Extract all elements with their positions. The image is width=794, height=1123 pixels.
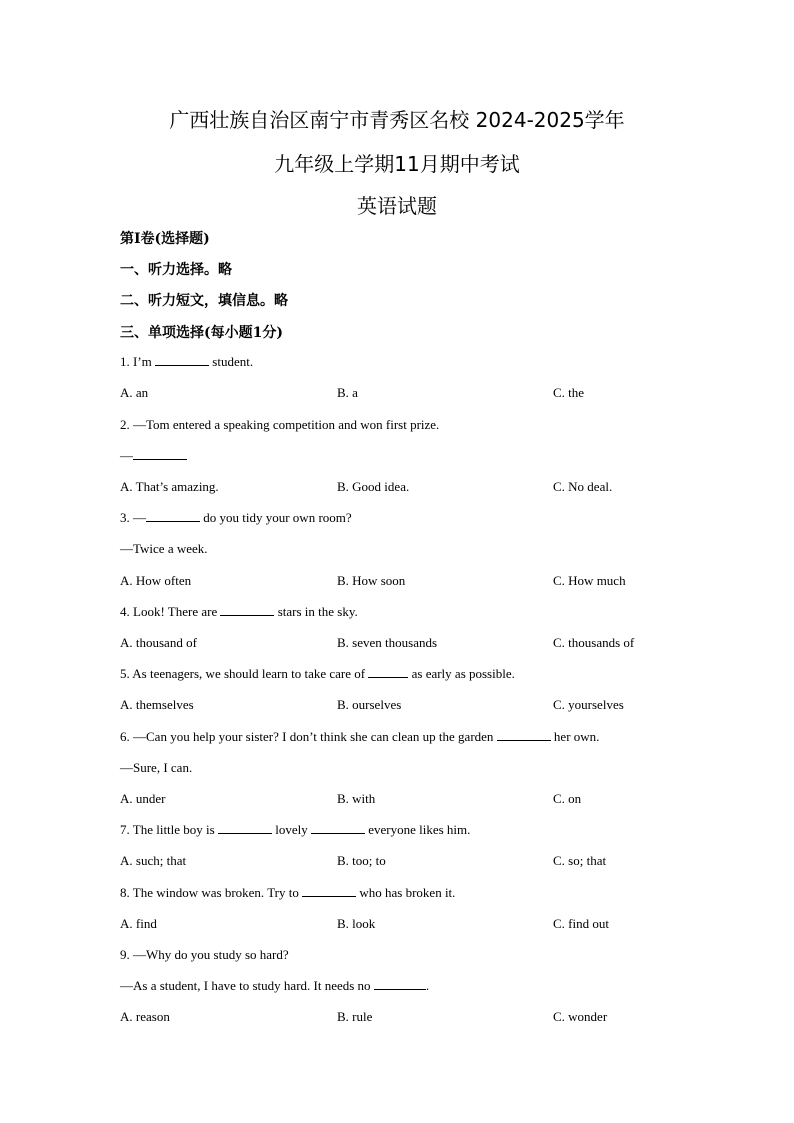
- option-b: B. look: [337, 916, 376, 931]
- option-c: C. wonder: [553, 1009, 608, 1024]
- answer-blank: [302, 885, 356, 897]
- answer-blank: [155, 354, 209, 366]
- question-text: 7. The little boy is: [120, 822, 218, 837]
- doc-title-line3: 英语试题: [357, 194, 437, 218]
- doc-title-line2: 九年级上学期11月期中考试: [274, 152, 520, 176]
- question-1: [120, 354, 253, 370]
- answer-blank: [146, 510, 200, 522]
- option-b: B. ourselves: [337, 697, 402, 712]
- question-text: do you tidy your own room?: [200, 510, 352, 525]
- option-c: C. so; that: [553, 853, 607, 868]
- option-a: A. How often: [120, 573, 192, 588]
- question-9-reply: [120, 978, 429, 994]
- question-6-reply: —Sure, I can.: [120, 760, 193, 775]
- question-7: [120, 822, 470, 838]
- question-8: [120, 885, 455, 901]
- question-text: 3. —: [120, 510, 146, 525]
- answer-blank: [497, 729, 551, 741]
- option-b: B. rule: [337, 1009, 373, 1024]
- question-3: [120, 510, 352, 526]
- question-3-reply: —Twice a week.: [120, 541, 208, 556]
- reply-text: —As a student, I have to study hard. It needs no: [120, 978, 374, 993]
- option-a: A. That’s amazing.: [120, 479, 219, 494]
- option-b: B. with: [337, 791, 376, 806]
- question-2: 2. —Tom entered a speaking competition and won first prize.: [120, 417, 440, 432]
- option-c: C. on: [553, 791, 582, 806]
- option-b: B. too; to: [337, 853, 386, 868]
- question-9: 9. —Why do you study so hard?: [120, 947, 289, 962]
- reply-text: .: [425, 978, 430, 993]
- option-b: B. a: [337, 385, 358, 400]
- option-a: A. an: [120, 385, 149, 400]
- question-5: [120, 666, 515, 682]
- section-heading-1: 一、听力选择。略: [120, 262, 232, 278]
- option-a: A. under: [120, 791, 166, 806]
- option-c: C. How much: [553, 573, 626, 588]
- question-text: who has broken it.: [356, 885, 456, 900]
- question-4: [120, 604, 358, 620]
- option-b: B. seven thousands: [337, 635, 438, 650]
- question-text: lovely: [271, 822, 311, 837]
- question-text: everyone likes him.: [364, 822, 471, 837]
- question-text: 6. —Can you help your sister? I don’t think she can clean up the garden: [120, 729, 497, 744]
- option-a: A. reason: [120, 1009, 170, 1024]
- question-2-reply: [120, 448, 187, 464]
- option-c: C. thousands of: [553, 635, 635, 650]
- option-c: C. find out: [553, 916, 609, 931]
- answer-blank: [311, 822, 365, 834]
- question-text: her own.: [550, 729, 600, 744]
- section-heading-3: 三、单项选择(每小题1分): [120, 325, 283, 341]
- option-a: A. thousand of: [120, 635, 197, 650]
- question-text: stars in the sky.: [274, 604, 358, 619]
- answer-blank: [133, 448, 187, 460]
- answer-blank: [368, 666, 408, 678]
- answer-blank: [374, 978, 426, 990]
- answer-blank: [220, 604, 274, 616]
- option-a: A. find: [120, 916, 157, 931]
- question-text: 1. I’m: [120, 354, 156, 369]
- option-c: C. yourselves: [553, 697, 624, 712]
- part-heading: 第Ⅰ卷(选择题): [120, 231, 210, 247]
- reply-dash: —: [120, 448, 133, 463]
- option-b: B. Good idea.: [337, 479, 410, 494]
- option-c: C. the: [553, 385, 585, 400]
- question-text: as early as possible.: [408, 666, 515, 681]
- option-b: B. How soon: [337, 573, 406, 588]
- doc-title-line1: 广西壮族自治区南宁市青秀区名校 2024-2025学年: [169, 108, 625, 132]
- option-c: C. No deal.: [553, 479, 613, 494]
- question-text: student.: [209, 354, 254, 369]
- question-text: 5. As teenagers, we should learn to take care of: [120, 666, 369, 681]
- question-text: 4. Look! There are: [120, 604, 221, 619]
- question-text: 8. The window was broken. Try to: [120, 885, 303, 900]
- option-a: A. such; that: [120, 853, 187, 868]
- question-6: [120, 729, 599, 745]
- section-heading-2: 二、听力短文，填信息。略: [120, 293, 288, 309]
- answer-blank: [218, 822, 272, 834]
- option-a: A. themselves: [120, 697, 194, 712]
